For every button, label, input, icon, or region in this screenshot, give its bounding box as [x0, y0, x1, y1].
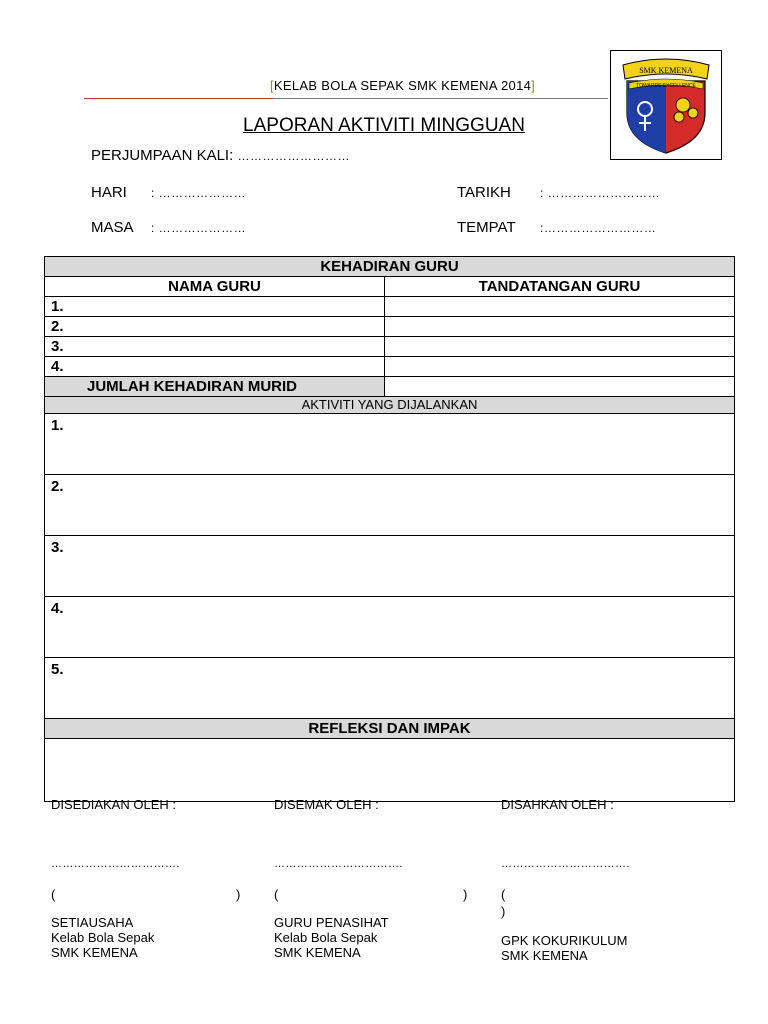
report-table — [44, 256, 735, 802]
activity-row[interactable]: 2. — [45, 475, 735, 536]
bracket-open: [ — [270, 78, 274, 93]
club-name-header — [270, 78, 535, 93]
perjumpaan-label: PERJUMPAAN KALI: — [91, 147, 234, 164]
masa-value: : ………………… — [151, 221, 247, 235]
role-line2: SMK KEMENA — [274, 945, 361, 960]
signature-checked-line[interactable]: ……………………………. — [274, 858, 403, 870]
name-bracket-open: ( — [51, 887, 56, 902]
activity-row[interactable]: 5. — [45, 658, 735, 719]
role-title: GPK KOKURIKULUM — [501, 933, 628, 948]
signature-prepared-label: DISEDIAKAN OLEH : — [51, 797, 176, 812]
student-total-label: JUMLAH KEHADIRAN MURID — [45, 377, 385, 397]
teacher-signature-cell[interactable] — [385, 317, 735, 337]
signature-prepared-role — [51, 915, 154, 960]
activity-row[interactable]: 3. — [45, 536, 735, 597]
activities-heading: AKTIVITI YANG DIJALANKAN — [45, 397, 735, 414]
teacher-row — [45, 357, 735, 377]
school-crest-icon — [611, 51, 721, 159]
club-name: KELAB BOLA SEPAK SMK KEMENA 2014 — [273, 78, 532, 93]
teacher-signature-cell[interactable] — [385, 297, 735, 317]
reflection-heading: REFLEKSI DAN IMPAK — [45, 719, 735, 739]
name-bracket-close: ) — [236, 887, 241, 902]
reflection-box[interactable] — [45, 739, 735, 802]
perjumpaan-dots: ……………………… — [237, 149, 350, 163]
tarikh-value: : ……………………… — [540, 186, 661, 200]
signature-checked-role — [274, 915, 389, 960]
role-title: SETIAUSAHA — [51, 915, 134, 930]
signature-prepared-line[interactable]: ……………………………. — [51, 858, 180, 870]
attendance-heading: KEHADIRAN GURU — [45, 257, 735, 277]
col-header-signature: TANDATANGAN GURU — [385, 277, 735, 297]
header-rule-grey — [274, 98, 608, 99]
school-logo — [610, 50, 722, 160]
perjumpaan-field — [91, 147, 350, 164]
bracket-close: ] — [531, 78, 536, 93]
activity-row[interactable]: 4. — [45, 597, 735, 658]
header-rule-red — [84, 98, 274, 99]
teacher-row — [45, 297, 735, 317]
role-line2: SMK KEMENA — [501, 948, 588, 963]
masa-label: MASA — [91, 219, 134, 236]
teacher-row — [45, 337, 735, 357]
teacher-signature-cell[interactable] — [385, 357, 735, 377]
role-line1: Kelab Bola Sepak — [274, 930, 378, 945]
signature-checked-label: DISEMAK OLEH : — [274, 797, 379, 812]
teacher-row-number: 1. — [45, 297, 385, 317]
tarikh-label: TARIKH — [457, 184, 511, 201]
tempat-value: :……………………… — [540, 221, 657, 235]
signature-approved-line[interactable]: ……………………………. — [501, 858, 630, 870]
name-bracket-close: ) — [501, 904, 506, 919]
signature-approved-role — [501, 933, 627, 963]
teacher-row — [45, 317, 735, 337]
hari-label: HARI — [91, 184, 127, 201]
logo-motto: TOWARDS EXCELLENCE — [636, 83, 696, 89]
name-bracket-open: ( — [274, 887, 279, 902]
logo-top-text: SMK KEMENA — [639, 66, 693, 75]
hari-value: : ………………… — [151, 186, 247, 200]
name-bracket-close: ) — [463, 887, 468, 902]
role-line2: SMK KEMENA — [51, 945, 138, 960]
teacher-row-number: 4. — [45, 357, 385, 377]
tempat-label: TEMPAT — [457, 219, 516, 236]
col-header-name: NAMA GURU — [45, 277, 385, 297]
activity-row[interactable]: 1. — [45, 414, 735, 475]
signature-approved-label: DISAHKAN OLEH : — [501, 797, 614, 812]
teacher-row-number: 2. — [45, 317, 385, 337]
teacher-signature-cell[interactable] — [385, 337, 735, 357]
teacher-row-number: 3. — [45, 337, 385, 357]
student-total-value[interactable] — [385, 377, 735, 397]
role-title: GURU PENASIHAT — [274, 915, 389, 930]
page-title: LAPORAN AKTIVITI MINGGUAN — [243, 115, 525, 136]
name-bracket-open: ( — [501, 887, 506, 902]
role-line1: Kelab Bola Sepak — [51, 930, 155, 945]
